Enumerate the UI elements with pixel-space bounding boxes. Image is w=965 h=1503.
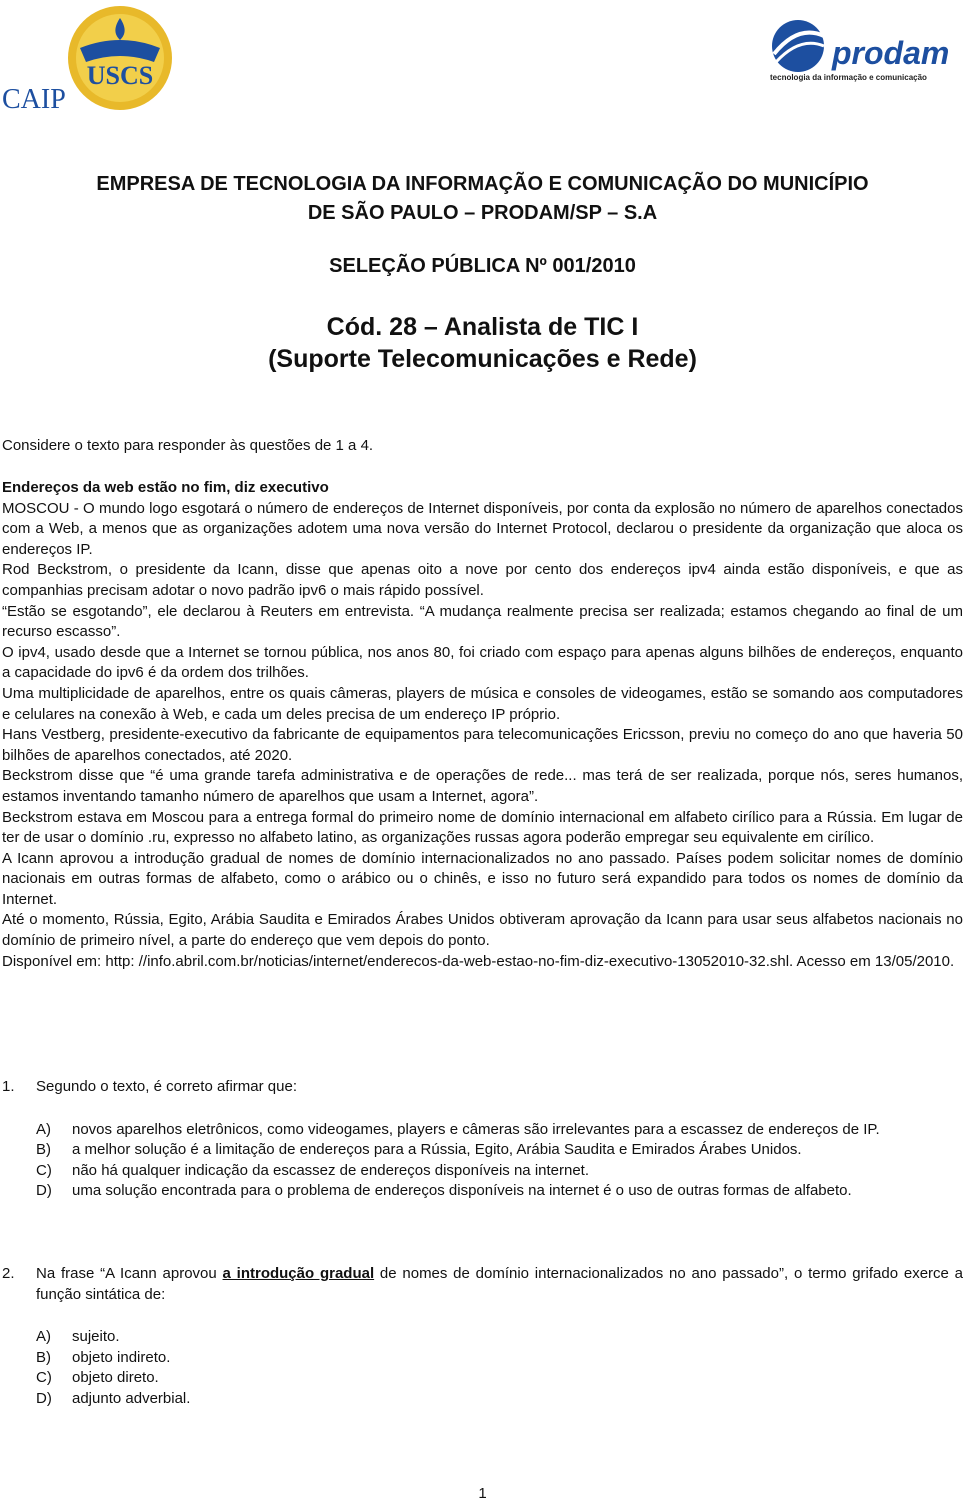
option-letter: C): [36, 1369, 52, 1387]
selection-title: SELEÇÃO PÚBLICA Nº 001/2010: [329, 255, 636, 277]
underlined-term: a introdução gradual: [222, 1265, 375, 1282]
svg-text:CAIP: CAIP: [2, 84, 66, 114]
article: [2, 478, 963, 972]
page-number: 1: [478, 1485, 487, 1502]
option-text: não há qualquer indicação da escassez de endereços disponíveis na internet.: [72, 1161, 590, 1179]
question-2: [2, 1264, 963, 1410]
question-text: Segundo o texto, é correto afirmar que:: [36, 1078, 297, 1095]
answer-option-b: [36, 1140, 963, 1161]
answer-option-b: [36, 1348, 963, 1369]
option-text: uma solução encontrada para o problema de endereços disponíveis na internet é o uso de outras formas de alfabeto.: [72, 1182, 852, 1200]
article-paragraph: O ipv4, usado desde que a Internet se tornou pública, nos anos 80, foi criado com espaço para apenas alguns bilhões de endereços, enquanto a capacidade do ipv6 é da ordem dos trilhões.: [2, 643, 963, 682]
option-letter: B): [36, 1348, 51, 1366]
option-text: objeto indireto.: [72, 1348, 171, 1366]
option-letter: B): [36, 1141, 51, 1159]
question-number: 1.: [2, 1078, 15, 1095]
option-text: sujeito.: [72, 1328, 120, 1346]
option-letter: D): [36, 1389, 52, 1407]
answer-options: [36, 1327, 963, 1409]
question-1: [2, 1077, 963, 1202]
svg-text:USCS: USCS: [86, 61, 154, 90]
option-text: adjunto adverbial.: [72, 1389, 191, 1407]
option-text: a melhor solução é a limitação de endereços para a Rússia, Egito, Arábia Saudita e Emirados Árabes Unidos.: [72, 1141, 802, 1159]
article-paragraph: Beckstrom disse que “é uma grande tarefa administrativa e de operações de rede... mas terá de ser realizada, porque nós, seres humanos, estamos inventando tamanho número de aparelhos que usam a Internet, agora”.: [2, 767, 963, 805]
question-text-part: Na frase “A Icann aprovou: [36, 1265, 223, 1282]
question-stem: [2, 1264, 963, 1305]
position-title: [0, 311, 965, 375]
option-text: novos aparelhos eletrônicos, como videogames, players e câmeras são irrelevantes para a escassez de endereços de IP.: [72, 1120, 880, 1138]
option-letter: A): [36, 1120, 51, 1138]
option-letter: A): [36, 1328, 51, 1346]
intro-instruction: Considere o texto para responder às questões de 1 a 4.: [2, 437, 374, 454]
answer-option-a: [36, 1120, 963, 1141]
question-number: 2.: [2, 1265, 15, 1282]
option-text: objeto direto.: [72, 1369, 159, 1387]
question-stem: [2, 1077, 963, 1098]
article-paragraph: “Estão se esgotando”, ele declarou à Reuters em entrevista. “A mudança realmente precisa ser realizada; estamos chegando ao final de um recurso escasso”.: [2, 602, 963, 641]
article-paragraph: Hans Vestberg, presidente-executivo da fabricante de equipamentos para telecomunicações Ericsson, previu no começo do ano que haveria 50 bilhões de aparelhos conectados, até 2020.: [2, 726, 963, 764]
question-text-part: de nomes de domínio internacionalizados no ano passado”, o termo grifado exerce a função sintática de:: [36, 1265, 963, 1303]
article-paragraph: Até o momento, Rússia, Egito, Arábia Saudita e Emirados Árabes Unidos obtiveram aprovação da Icann para usar seus alfabetos nacionais no domínio de primeiro nível, a parte do endereço que vem depois do ponto.: [2, 911, 963, 950]
article-paragraph: MOSCOU - O mundo logo esgotará o número de endereços de Internet disponíveis, por conta da explosão no número de aparelhos conectados com a Web, a menos que as organizações adotem uma nova versão do Internet Protocol, declarou o presidente da organização que aloca os endereços IP.: [2, 499, 963, 558]
organization-title: [0, 170, 965, 228]
answer-option-d: [36, 1389, 963, 1410]
position-title-line2: (Suporte Telecomunicações e Rede): [268, 345, 697, 373]
answer-option-c: [36, 1368, 963, 1389]
article-paragraph: Rod Beckstrom, o presidente da Icann, disse que apenas oito a nove por cento dos endereços ipv4 ainda estão disponíveis, e que as companhias precisam adotar o novo padrão ipv6 o mais rápido possível.: [2, 561, 963, 599]
svg-text:tecnologia da informação e com: tecnologia da informação e comunicação: [770, 73, 927, 82]
organization-title-line2: DE SÃO PAULO – PRODAM/SP – S.A: [307, 202, 658, 224]
option-letter: C): [36, 1161, 52, 1179]
article-title: Endereços da web estão no fim, diz executivo: [2, 479, 329, 496]
answer-option-a: [36, 1327, 963, 1348]
uscs-caip-logo: [0, 4, 185, 114]
answer-options: [36, 1120, 963, 1202]
article-source: Disponível em: http: //info.abril.com.br/noticias/internet/enderecos-da-web-estao-no-fim-diz-executivo-13052010-32.shl. Acesso em 13/05/2010.: [2, 952, 955, 970]
svg-text:prodam: prodam: [832, 35, 950, 71]
answer-option-d: [36, 1181, 963, 1202]
prodam-logo: [768, 14, 965, 84]
article-paragraph: A Icann aprovou a introdução gradual de nomes de domínio internacionalizados no ano passado. Países podem solicitar nomes de domínio nacionais em outras formas de alfabeto, como o arábico ou o chinês, e isso no futuro será expandido para todos os nomes de domínio da Internet.: [2, 849, 963, 908]
answer-option-c: [36, 1161, 963, 1182]
article-paragraph: Beckstrom estava em Moscou para a entrega formal do primeiro nome de domínio internacional em alfabeto cirílico para a Rússia. Em lugar de ter de usar o domínio .ru, expresso no alfabeto latino, as organizações russas agora poderão empregar seu equivalente em cirílico.: [2, 808, 963, 847]
question-text: [36, 1264, 963, 1305]
organization-title-line1: EMPRESA DE TECNOLOGIA DA INFORMAÇÃO E COMUNICAÇÃO DO MUNICÍPIO: [96, 173, 869, 195]
option-letter: D): [36, 1182, 52, 1200]
position-title-line1: Cód. 28 – Analista de TIC I: [326, 313, 639, 341]
article-paragraph: Uma multiplicidade de aparelhos, entre os quais câmeras, players de música e consoles de videogames, estão se somando aos computadores e celulares na conexão à Web, e cada um deles precisa de um endereço IP próprio.: [2, 684, 963, 723]
